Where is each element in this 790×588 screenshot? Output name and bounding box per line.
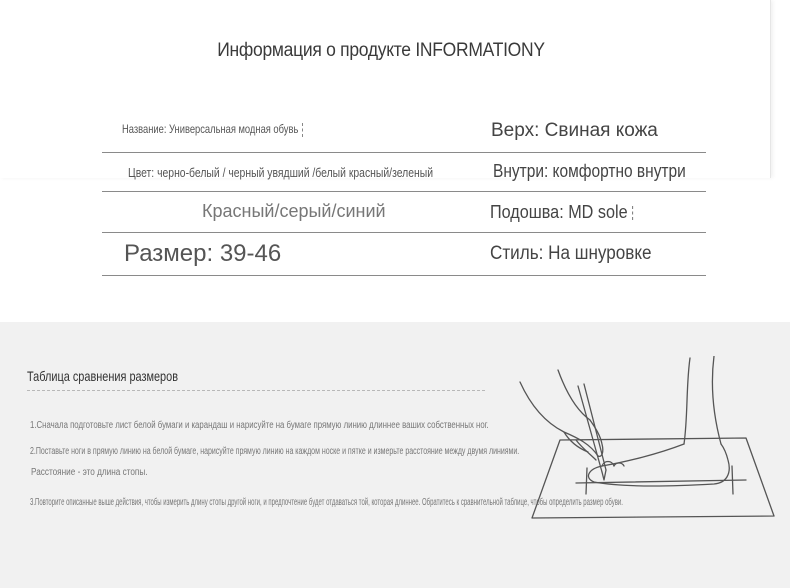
info-colors-text: Красный/серый/синий: [202, 201, 386, 221]
size-guide-step-1: 1.Сначала подготовьте лист белой бумаги и карандаш и нарисуйте на бумаге прямую линию длиннее ваших собственных ног.: [30, 420, 489, 431]
size-guide-step-2: 2.Поставьте ноги в прямую линию на белой бумаге, нарисуйте прямую линию на каждом носке и пятке и измерьте расстояние между двумя линиями.: [30, 446, 520, 457]
info-row-color: [102, 153, 706, 192]
info-sole-label: Подошва: MD sole: [490, 202, 628, 222]
info-row-name: [102, 113, 706, 153]
size-guide-step-2-note: Расстояние - это длина стопы.: [31, 467, 148, 478]
product-info-card: [0, 0, 771, 267]
info-row-size: [102, 233, 706, 276]
text-cursor-icon: [632, 206, 634, 220]
size-guide-divider: [27, 390, 485, 391]
info-lining-text: Внутри: комфортно внутри: [493, 161, 686, 181]
info-name-text: [122, 122, 304, 137]
text-cursor-icon: [302, 123, 304, 137]
info-row-colors: [102, 192, 706, 233]
info-upper-text: Верх: Свиная кожа: [491, 120, 658, 141]
info-style-text: Стиль: На шнуровке: [490, 243, 652, 264]
product-info-table: [102, 113, 706, 276]
info-sole-text: [490, 202, 634, 223]
info-color-text: Цвет: черно-белый / черный увядший /белый красный/зеленый: [128, 165, 434, 180]
product-info-title: Информация о продукте INFORMATIONY: [217, 40, 545, 61]
size-guide-title: Таблица сравнения размеров: [27, 368, 179, 384]
info-name-label: Название: Универсальная модная обувь: [122, 122, 299, 136]
foot-measuring-icon: [518, 356, 780, 522]
size-guide-step-3: 3.Повторите описанные выше действия, чтобы измерить длину стопы другой ноги, и предпочтение будет отдаваться той, которая длиннее. Обратитесь к сравнительной таблице, чтобы определить размер обуви.: [30, 497, 623, 508]
info-size-text: Размер: 39-46: [124, 240, 282, 267]
